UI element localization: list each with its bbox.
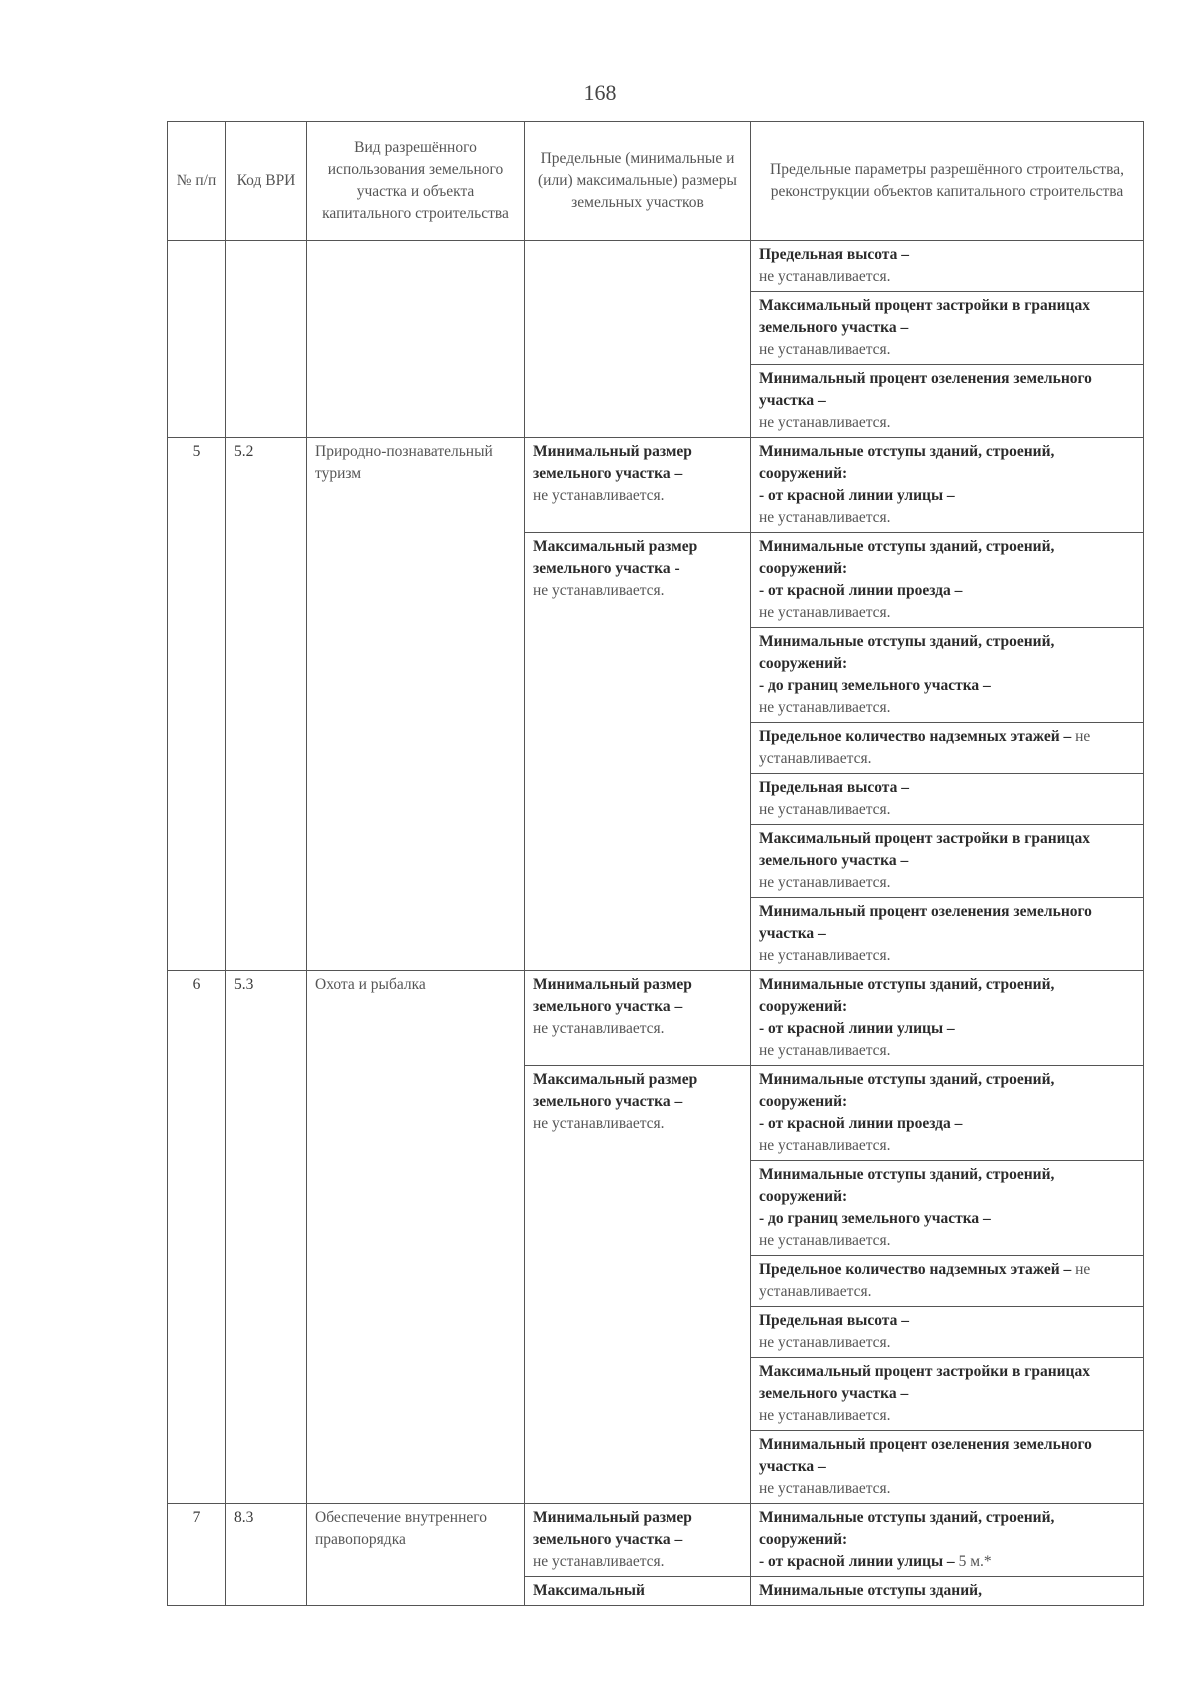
plot-size-min-cell — [525, 438, 751, 533]
param-cell — [751, 1066, 1144, 1161]
plot-size-value: не устанавливается. — [533, 1553, 665, 1570]
param-label: Минимальный процент озеленения земельного участка – — [759, 370, 1092, 409]
header-code: Код ВРИ — [226, 122, 307, 241]
header-row — [168, 122, 1144, 241]
use-type-cell: Природно-познавательный туризм — [307, 438, 525, 971]
param-sub: - от красной линии улицы – — [759, 1020, 955, 1037]
plot-size-label: Минимальный размер земельного участка – — [533, 1509, 692, 1548]
param-cell — [751, 1256, 1144, 1307]
param-value: не устанавливается. — [759, 1232, 891, 1249]
param-value: не устанавливается. — [759, 1480, 891, 1497]
param-value: не устанавливается. — [759, 699, 891, 716]
page-number: 168 — [583, 80, 617, 105]
table-row — [168, 241, 1144, 292]
param-value: не устанавливается. — [759, 604, 891, 621]
param-cell — [751, 533, 1144, 628]
param-cell — [751, 1431, 1144, 1504]
param-cell — [751, 241, 1144, 292]
param-cell — [751, 825, 1144, 898]
param-cell — [751, 723, 1144, 774]
plot-size-value: не устанавливается. — [533, 487, 665, 504]
plot-size-label: Максимальный размер земельного участка – — [533, 1071, 698, 1110]
param-cell — [751, 438, 1144, 533]
param-value: не устанавливается. — [759, 728, 1091, 767]
param-sub: - от красной линии улицы – — [759, 1553, 955, 1570]
param-sub: - до границ земельного участка – — [759, 1210, 991, 1227]
plot-size-label: Минимальный размер земельного участка – — [533, 443, 692, 482]
param-cell — [751, 898, 1144, 971]
param-label: Предельная высота – — [759, 1312, 909, 1329]
param-label: Минимальный процент озеленения земельного участка – — [759, 903, 1092, 942]
param-cell — [751, 1307, 1144, 1358]
num-cell: 7 — [168, 1504, 226, 1606]
code-cell — [226, 241, 307, 438]
param-label: Минимальные отступы зданий, строений, сооружений: — [759, 633, 1055, 672]
param-value: не устанавливается. — [759, 1407, 891, 1424]
use-type-cell: Охота и рыбалка — [307, 971, 525, 1504]
use-type-cell: Обеспечение внутреннего правопорядка — [307, 1504, 525, 1606]
param-label: Максимальный процент застройки в границах земельного участка – — [759, 297, 1090, 336]
param-value: не устанавливается. — [759, 947, 891, 964]
plot-size-min-cell — [525, 971, 751, 1066]
plot-size-max-cell — [525, 1066, 751, 1504]
num-cell: 6 — [168, 971, 226, 1504]
param-value: не устанавливается. — [759, 801, 891, 818]
param-value: не устанавливается. — [759, 414, 891, 431]
plot-size-cell — [525, 241, 751, 438]
param-cell — [751, 1358, 1144, 1431]
code-cell: 5.3 — [226, 971, 307, 1504]
param-value: 5 м.* — [958, 1553, 992, 1570]
use-type-cell — [307, 241, 525, 438]
plot-size-label: Минимальный размер земельного участка – — [533, 976, 692, 1015]
param-value: не устанавливается. — [759, 1042, 891, 1059]
param-value: не устанавливается. — [759, 509, 891, 526]
plot-size-label: Максимальный размер земельного участка - — [533, 538, 698, 577]
param-value: не устанавливается. — [759, 874, 891, 891]
param-label: Минимальный процент озеленения земельного участка – — [759, 1436, 1092, 1475]
param-label: Предельная высота – — [759, 246, 909, 263]
num-cell: 5 — [168, 438, 226, 971]
param-value: не устанавливается. — [759, 341, 891, 358]
param-label: Минимальные отступы зданий, строений, сооружений: — [759, 976, 1055, 1015]
plot-size-value: не устанавливается. — [533, 1020, 665, 1037]
param-cell — [751, 1161, 1144, 1256]
param-label: Минимальные отступы зданий, строений, сооружений: — [759, 1166, 1055, 1205]
param-cell — [751, 1504, 1144, 1577]
param-label: Предельная высота – — [759, 779, 909, 796]
param-cell — [751, 628, 1144, 723]
header-use-type: Вид разрешённого использования земельного участка и объекта капитального строительства — [307, 122, 525, 241]
header-plot-size: Предельные (минимальные и (или) максимальные) размеры земельных участков — [525, 122, 751, 241]
code-cell: 8.3 — [226, 1504, 307, 1606]
param-label: Минимальные отступы зданий, строений, сооружений: — [759, 443, 1055, 482]
param-value: не устанавливается. — [759, 1334, 891, 1351]
plot-size-value: не устанавливается. — [533, 582, 665, 599]
num-cell — [168, 241, 226, 438]
header-num: № п/п — [168, 122, 226, 241]
plot-size-value: не устанавливается. — [533, 1115, 665, 1132]
table-row — [168, 438, 1144, 533]
param-sub: - от красной линии улицы – — [759, 487, 955, 504]
param-sub: - от красной линии проезда – — [759, 582, 963, 599]
param-cell — [751, 971, 1144, 1066]
param-label: Предельное количество надземных этажей – — [759, 728, 1072, 745]
plot-size-max-cell — [525, 1577, 751, 1606]
param-label: Минимальные отступы зданий, строений, сооружений: — [759, 1509, 1055, 1548]
table-row — [168, 1504, 1144, 1577]
param-sub: - от красной линии проезда – — [759, 1115, 963, 1132]
plot-size-max-cell — [525, 533, 751, 971]
code-cell: 5.2 — [226, 438, 307, 971]
param-label: Предельное количество надземных этажей – — [759, 1261, 1072, 1278]
header-parameters: Предельные параметры разрешённого строительства, реконструкции объектов капитального строительства — [751, 122, 1144, 241]
param-value: не устанавливается. — [759, 268, 891, 285]
param-sub: - до границ земельного участка – — [759, 677, 991, 694]
param-label: Минимальные отступы зданий, строений, сооружений: — [759, 1071, 1055, 1110]
param-cell — [751, 365, 1144, 438]
param-cell — [751, 774, 1144, 825]
regulations-table — [167, 121, 1144, 1606]
param-cell — [751, 1577, 1144, 1606]
param-label: Максимальный процент застройки в границах земельного участка – — [759, 1363, 1090, 1402]
param-value: не устанавливается. — [759, 1137, 891, 1154]
param-label: Минимальные отступы зданий, строений, сооружений: — [759, 538, 1055, 577]
param-cell — [751, 292, 1144, 365]
table-row — [168, 971, 1144, 1066]
plot-size-label: Максимальный — [533, 1582, 645, 1599]
param-label: Минимальные отступы зданий, — [759, 1582, 982, 1599]
param-value: не устанавливается. — [759, 1261, 1091, 1300]
param-label: Максимальный процент застройки в границах земельного участка – — [759, 830, 1090, 869]
plot-size-min-cell — [525, 1504, 751, 1577]
